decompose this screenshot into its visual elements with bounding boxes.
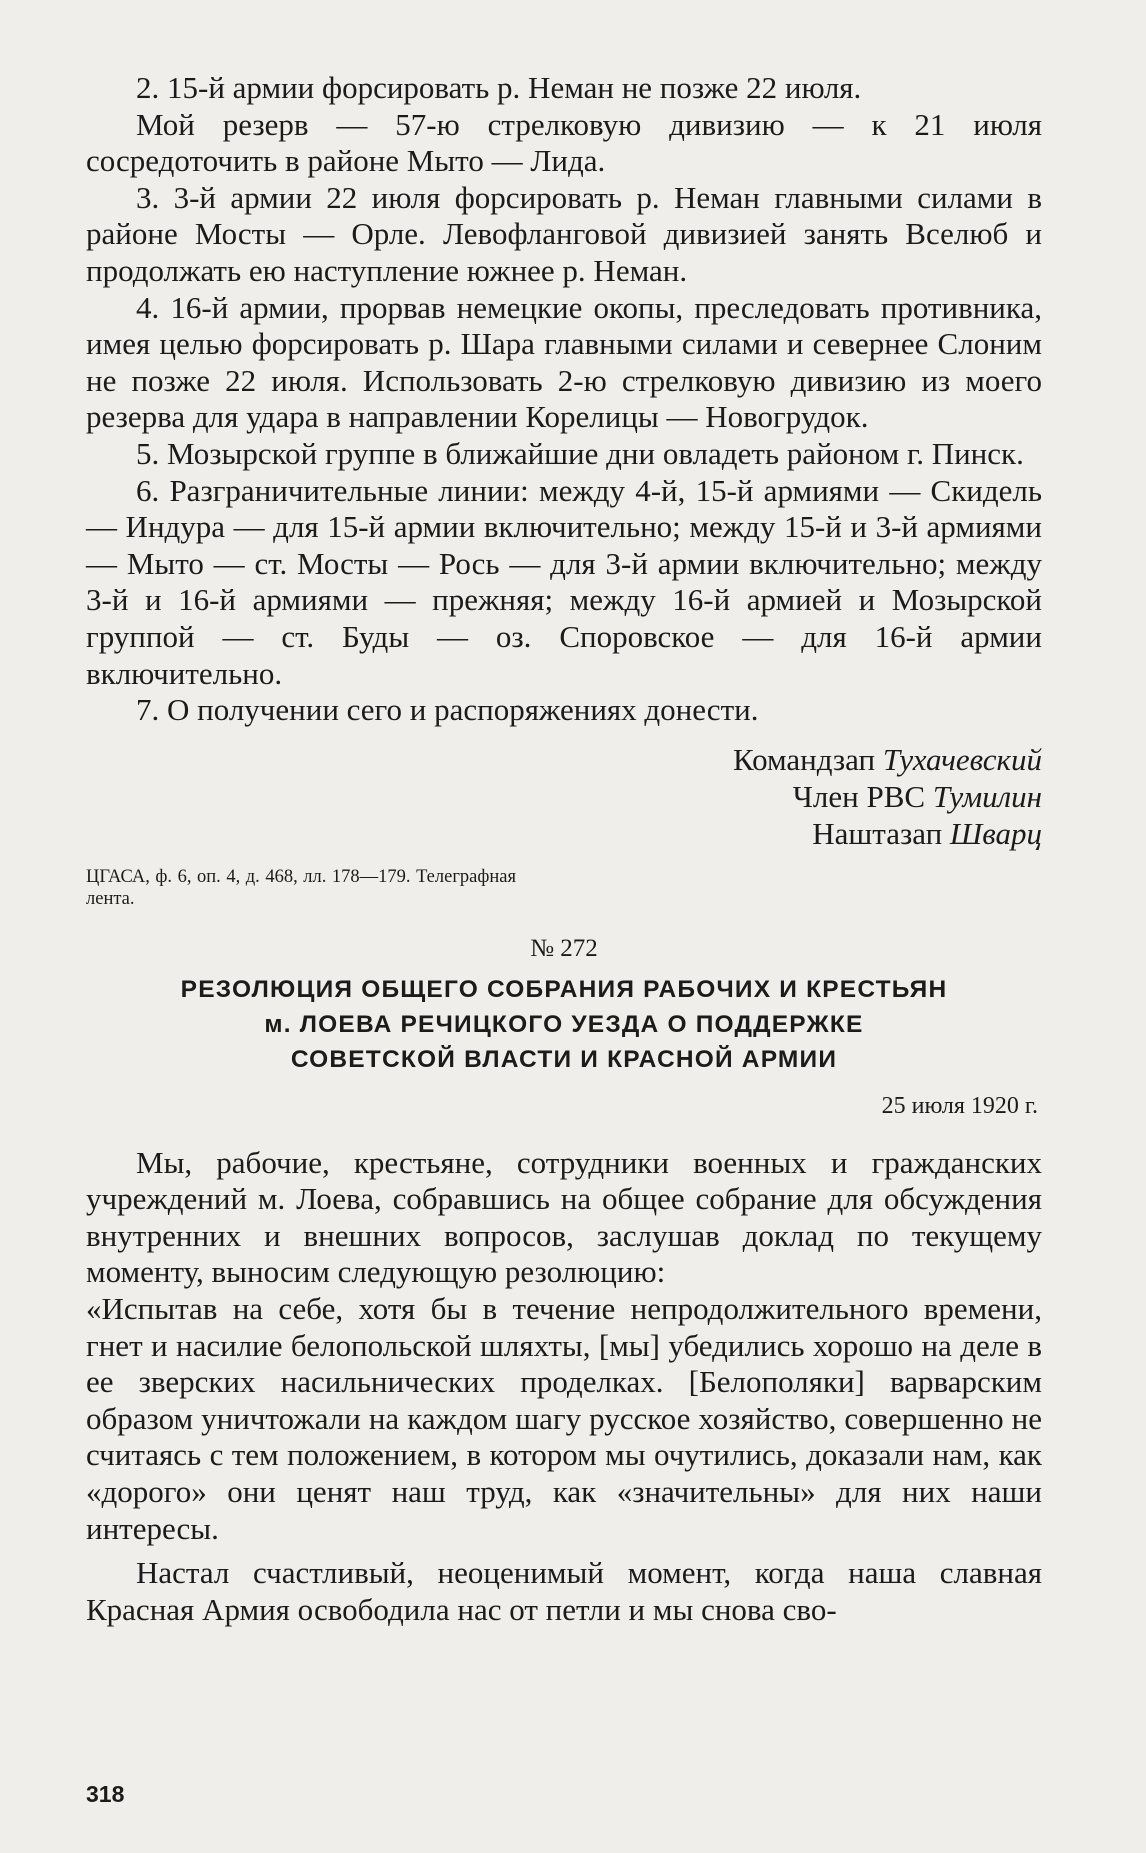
archive-reference: ЦГАСА, ф. 6, оп. 4, д. 468, лл. 178—179. Телеграфная лента. [86, 866, 516, 909]
signature-name: Шварц [949, 815, 1042, 851]
title-line: СОВЕТСКОЙ ВЛАСТИ И КРАСНОЙ АРМИИ [290, 1045, 838, 1073]
title-line: РЕЗОЛЮЦИЯ ОБЩЕГО СОБРАНИЯ РАБОЧИХ И КРЕСТЬЯН [180, 975, 948, 1003]
signature-commander [86, 741, 1042, 778]
signature-role: Член РВС [792, 778, 926, 814]
signature-name: Тухачевский [882, 741, 1042, 777]
page-number: 318 [86, 1781, 125, 1807]
signature-chief-of-staff [86, 815, 1042, 852]
document-number: № 272 [530, 934, 598, 962]
document-date: 25 июля 1920 г. [881, 1092, 1038, 1119]
order-point-2: 2. 15-й армии форсировать р. Неман не позже 22 июля. [136, 70, 862, 105]
page-content [86, 70, 1042, 1628]
order-reserve: Мой резерв — 57-ю стрелковую дивизию — к 21 июля сосредоточить в районе Мыто — Лида. [86, 106, 1042, 179]
order-point-6: 6. Разграничительные линии: между 4-й, 15-й армиями — Скидель — Индура — для 15-й армии включительно; между 15-й и 3-й армиями — Мыто — ст. Мосты — Рось — для 3-й армии включительно; между 3-й и 16-й армиями — прежняя; между 16-й армией и Мозырской группой — ст. Буды — оз. Споровское — для 16-й армии включительно. [86, 472, 1042, 691]
signature-role: Наштазап [812, 815, 943, 851]
resolution-paragraph: «Испытав на себе, хотя бы в течение непродолжительного времени, гнет и насилие белопольской шляхты, [мы] убедились хорошо на деле в ее зверских насильнических проделках. [Белополяки] варварским образом уничтожали на каждом шагу русское хозяйство, совершенно не считаясь с тем положением, в котором мы очутились, доказали нам, как «дорого» они ценят наш труд, как «значительны» для них наши интересы. [86, 1291, 1042, 1546]
resolution-paragraph: Настал счастливый, неоценимый момент, когда наша славная Красная Армия освободила нас от петли и мы снова сво- [86, 1555, 1042, 1627]
document-title [86, 972, 1042, 1077]
order-continuation [86, 70, 1042, 729]
resolution-body [86, 1145, 1042, 1629]
resolution-paragraph: Мы, рабочие, крестьяне, сотрудники военных и гражданских учреждений м. Лоева, собравшись на общее собрание для обсуждения внутренних и внешних вопросов, заслушав доклад по текущему моменту, выносим следующую резолюцию: [86, 1144, 1042, 1290]
title-line: м. ЛОЕВА РЕЧИЦКОГО УЕЗДА О ПОДДЕРЖКЕ [264, 1010, 864, 1038]
signature-name: Тумилин [932, 778, 1042, 814]
signature-block [86, 741, 1042, 852]
signature-rvs-member [86, 778, 1042, 815]
order-point-7: 7. О получении сего и распоряжениях донести. [136, 692, 759, 728]
order-point-3: 3. 3-й армии 22 июля форсировать р. Неман главными силами в районе Мосты — Орле. Левофланговой дивизией занять Вселюб и продолжать ею наступление южнее р. Неман. [86, 179, 1042, 288]
signature-role: Командзап [732, 741, 876, 777]
order-point-5: 5. Мозырской группе в ближайшие дни овладеть районом г. Пинск. [136, 435, 1024, 471]
order-point-4: 4. 16-й армии, прорвав немецкие окопы, преследовать противника, имея целью форсировать р. Шара главными силами и севернее Слоним не позже 22 июля. Использовать 2-ю стрелковую дивизию из моего резерва для удара в направлении Корелицы — Новогрудок. [86, 289, 1042, 435]
